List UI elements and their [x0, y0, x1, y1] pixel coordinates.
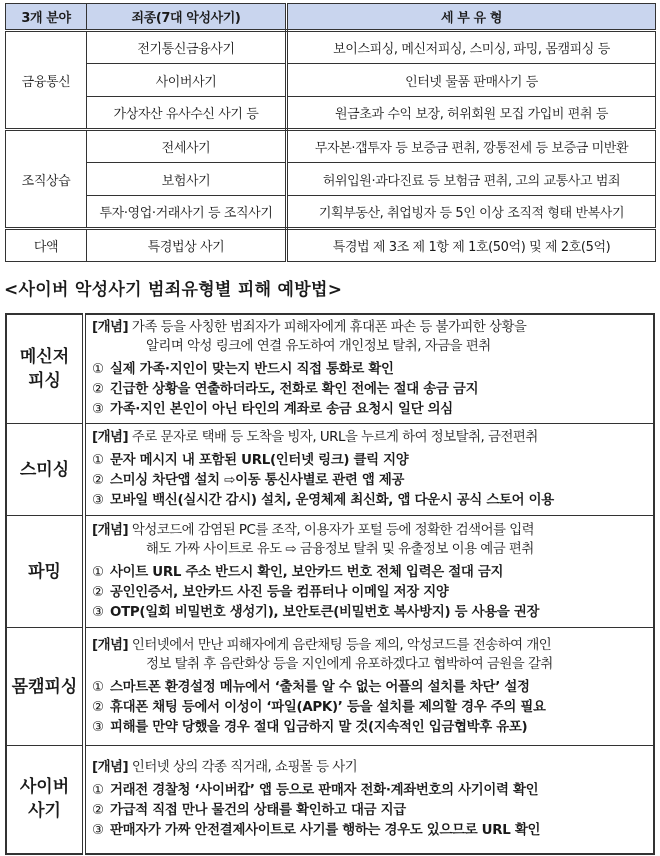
concept-line: 해도 가짜 사이트로 유도 ⇨ 금융정보 탈취 및 유출정보 이용 예금 편취 — [146, 541, 534, 557]
header-detail: 세 부 유 형 — [287, 4, 656, 31]
concept-text — [92, 636, 647, 674]
tip-number: ① — [92, 782, 104, 798]
concept-text — [92, 428, 647, 447]
tip-item — [92, 678, 647, 698]
detail-cell: 원금초과 수익 보장, 허위회원 모집 가입비 편취 등 — [287, 97, 656, 130]
tip-number: ① — [92, 362, 104, 377]
detail-cell: 인터넷 물품 판매사기 등 — [287, 64, 656, 97]
concept-line: 알리며 악성 링크에 연결 유도하여 개인정보 탈취, 자금을 편취 — [146, 339, 491, 354]
concept-text — [92, 318, 647, 356]
tip-item — [92, 718, 647, 738]
table-row — [6, 130, 656, 163]
tip-item — [92, 400, 647, 420]
header-field: 3개 분야 — [6, 4, 87, 31]
tip-item — [92, 563, 647, 583]
tip-text: 판매자가 가짜 안전결제사이트로 사기를 행하는 경우도 있으므로 URL 확인 — [110, 822, 541, 838]
tip-text: 가족·지인 본인이 아닌 타인의 계좌로 송금 요청시 일단 의심 — [110, 402, 453, 417]
crime-cell: 투자·영업·거래사기 등 조직사기 — [87, 196, 287, 229]
tip-number: ① — [92, 453, 104, 468]
table-row — [6, 163, 656, 196]
crime-cell: 특경법상 사기 — [87, 229, 287, 262]
detail-cell: 보이스피싱, 메신저피싱, 스미싱, 파밍, 몸캠피싱 등 — [287, 31, 656, 64]
prevention-body — [84, 424, 654, 516]
tip-item — [92, 801, 647, 821]
concept-tag: [개념] — [92, 430, 129, 445]
tip-item — [92, 451, 647, 471]
crime-cell: 보험사기 — [87, 163, 287, 196]
crime-type-cell — [6, 628, 84, 746]
tip-text: 휴대폰 채팅 등에서 이성이 ‘파일(APK)’ 등을 설치를 제의할 경우 주의 필요 — [110, 699, 546, 715]
crime-cell: 전기통신금융사기 — [87, 31, 287, 64]
detail-cell: 무자본·갭투자 등 보증금 편취, 깡통전세 등 보증금 미반환 — [287, 130, 656, 163]
tip-item — [92, 491, 647, 511]
prevention-body — [84, 746, 654, 854]
right-arrow-icon: ⇨ — [224, 473, 236, 488]
tip-number: ② — [92, 473, 104, 488]
tip-number: ③ — [92, 493, 104, 508]
tip-number: ② — [92, 802, 104, 818]
tip-text: 피해를 만약 당했을 경우 절대 입금하지 말 것(지속적인 입금협박후 유포) — [110, 719, 528, 735]
tip-number: ① — [92, 564, 104, 580]
field-cell: 조직상습 — [6, 130, 87, 229]
crime-type-line: 스미싱 — [19, 459, 70, 480]
concept-text — [92, 521, 647, 559]
crime-classification-table — [5, 3, 656, 262]
tip-text: 가급적 직접 만나 물건의 상태를 확인하고 대금 지급 — [110, 802, 406, 818]
concept-tag: [개념] — [92, 522, 129, 538]
tip-text: 공인인증서, 보안카드 사진 등을 컴퓨터나 이메일 저장 지양 — [110, 584, 449, 600]
tip-text: 사이트 URL 주소 반드시 확인, 보안카드 번호 전체 입력은 절대 금지 — [110, 564, 504, 580]
table-row — [6, 229, 656, 262]
concept-line: 주로 문자로 택배 등 도착을 빙자, URL을 누르게 하여 정보탈취, 금전편취 — [131, 430, 538, 445]
concept-tag: [개념] — [92, 637, 129, 653]
crime-type-line: 메신저 — [19, 347, 70, 367]
crime-cell: 가상자산 유사수신 사기 등 — [87, 97, 287, 130]
concept-text — [92, 758, 647, 777]
crime-type-line: 사이버 — [19, 777, 70, 798]
prevention-row — [6, 628, 654, 746]
tip-text: 문자 메시지 내 포함된 URL(인터넷 링크) 클릭 지양 — [110, 453, 409, 468]
prevention-body — [84, 628, 654, 746]
table-row — [6, 196, 656, 229]
tip-item — [92, 471, 647, 491]
tip-text: 실제 가족·지인이 맞는지 반드시 직접 통화로 확인 — [110, 362, 394, 377]
concept-line: 정보 탈취 후 음란화상 등을 지인에게 유포하겠다고 협박하여 금원을 갈취 — [146, 656, 553, 672]
field-cell: 금융통신 — [6, 31, 87, 130]
section-title: <사이버 악성사기 범죄유형별 피해 예방법> — [4, 280, 343, 300]
detail-cell: 특경법 제 3조 제 1항 제 1호(50억) 및 제 2호(5억) — [287, 229, 656, 262]
tip-item — [92, 698, 647, 718]
crime-type-line: 몸캠피싱 — [11, 676, 78, 697]
tip-number: ② — [92, 382, 104, 397]
concept-line: 인터넷 상의 각종 직거래, 쇼핑몰 등 사기 — [131, 759, 358, 775]
crime-type-line: 사기 — [28, 801, 61, 822]
prevention-row — [6, 516, 654, 628]
table-row — [6, 97, 656, 130]
tip-item — [92, 821, 647, 841]
prevention-body — [84, 516, 654, 628]
field-cell: 다액 — [6, 229, 87, 262]
tip-number: ② — [92, 699, 104, 715]
tip-item — [92, 380, 647, 400]
tip-text: 거래전 경찰청 ‘사이버캅’ 앱 등으로 판매자 전화·계좌번호의 사기이력 확인 — [110, 782, 539, 798]
tip-item — [92, 583, 647, 603]
tip-number: ③ — [92, 402, 104, 417]
crime-type-cell — [6, 516, 84, 628]
crime-type-cell — [6, 746, 84, 854]
tip-number: ① — [92, 679, 104, 695]
tip-item — [92, 360, 647, 380]
tip-text: 스미싱 차단앱 설치 — [110, 473, 225, 488]
prevention-row — [6, 314, 654, 424]
table-row — [6, 64, 656, 97]
tip-text: OTP(일회 비밀번호 생성기), 보안토큰(비밀번호 복사방지) 등 사용을 권장 — [110, 604, 540, 620]
crime-cell: 사이버사기 — [87, 64, 287, 97]
tip-text: 모바일 백신(실시간 감시) 설치, 운영체제 최신화, 앱 다운시 공식 스토어 이용 — [110, 493, 554, 508]
crime-type-line: 피싱 — [28, 371, 61, 391]
table-row — [6, 31, 656, 64]
concept-tag: [개념] — [92, 320, 129, 335]
tip-text: 긴급한 상황을 연출하더라도, 전화로 확인 전에는 절대 송금 금지 — [110, 382, 479, 397]
tip-number: ③ — [92, 822, 104, 838]
prevention-table — [5, 313, 655, 855]
crime-type-cell — [6, 424, 84, 516]
crime-type-cell — [6, 314, 84, 424]
tip-number: ② — [92, 584, 104, 600]
tip-item — [92, 781, 647, 801]
detail-cell: 기획부동산, 취업빙자 등 5인 이상 조직적 형태 반복사기 — [287, 196, 656, 229]
table-header-row — [6, 4, 656, 31]
concept-line: 악성코드에 감염된 PC를 조작, 이용자가 포털 등에 정확한 검색어를 입력 — [131, 522, 535, 538]
tip-item — [92, 603, 647, 623]
crime-cell: 전세사기 — [87, 130, 287, 163]
prevention-row — [6, 746, 654, 854]
detail-cell: 허위입원·과다진료 등 보험금 편취, 고의 교통사고 범죄 — [287, 163, 656, 196]
prevention-row — [6, 424, 654, 516]
header-crime: 죄종(7대 악성사기) — [87, 4, 287, 31]
prevention-body — [84, 314, 654, 424]
tip-number: ③ — [92, 604, 104, 620]
tip-text: 스마트폰 환경설정 메뉴에서 ‘출처를 알 수 없는 어플의 설치를 차단’ 설정 — [110, 679, 530, 695]
concept-line: 가족 등을 사칭한 범죄자가 피해자에게 휴대폰 파손 등 불가피한 상황을 — [131, 320, 527, 335]
tip-text: 이동 통신사별로 관련 앱 제공 — [235, 473, 405, 488]
tip-number: ③ — [92, 719, 104, 735]
concept-line: 인터넷에서 만난 피해자에게 음란채팅 등을 제의, 악성코드를 전송하여 개인 — [131, 637, 552, 653]
concept-tag: [개념] — [92, 759, 129, 775]
crime-type-line: 파밍 — [28, 561, 61, 582]
